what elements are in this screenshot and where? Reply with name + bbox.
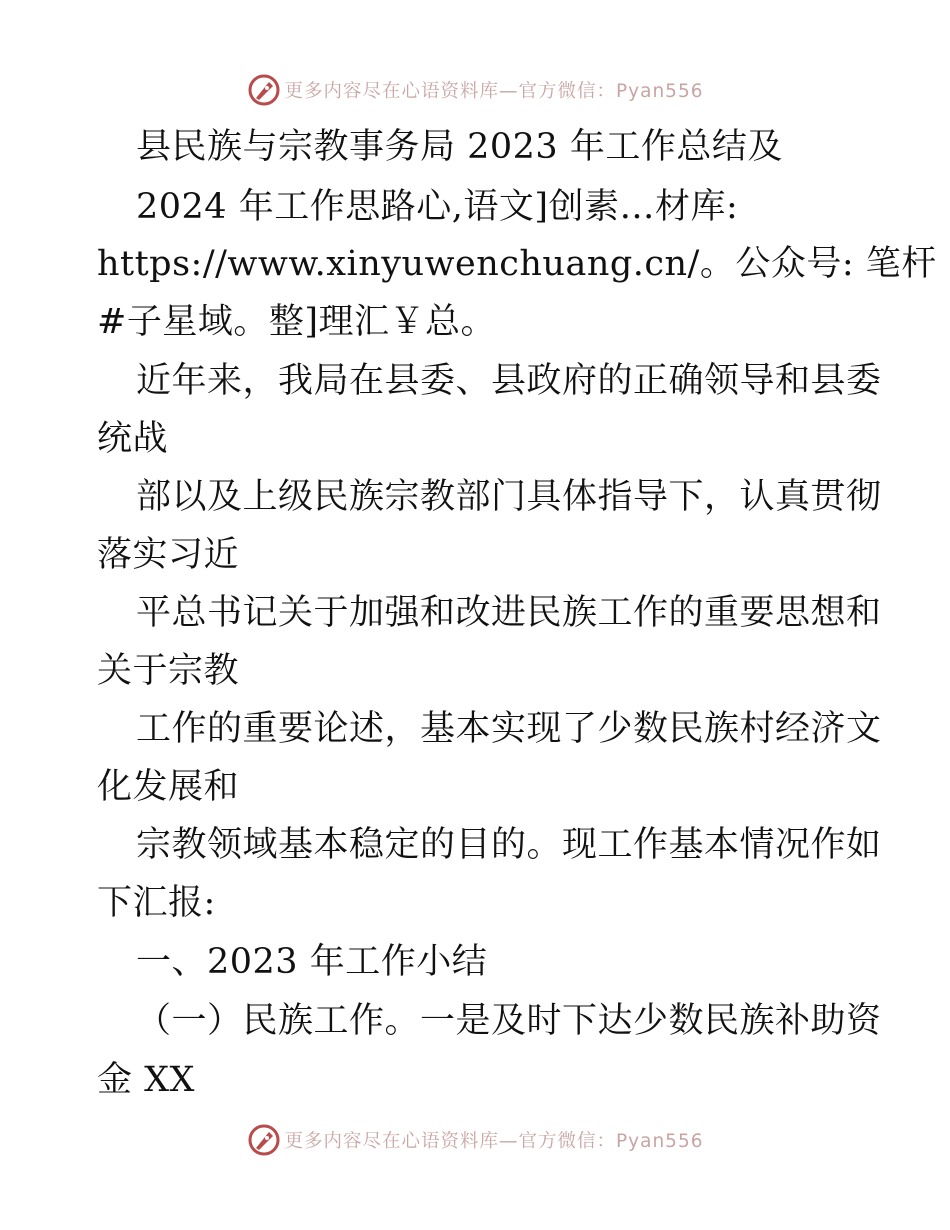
pen-nib-logo-icon <box>247 73 281 107</box>
doc-text-line: 工作的重要论述，基本实现了少数民族村经济文 <box>136 709 882 749</box>
watermark-text: 更多内容尽在心语资料库—官方微信：Pyan556 <box>284 1131 704 1152</box>
doc-text-line: 宗教领域基本稳定的目的。现工作基本情况作如 <box>136 825 882 865</box>
doc-text-line: 统战 <box>97 419 169 459</box>
watermark-text: 更多内容尽在心语资料库—官方微信：Pyan556 <box>284 81 704 102</box>
watermark-banner-bottom <box>0 1120 950 1160</box>
section-heading: 一、2023 年工作小结 <box>136 942 488 982</box>
doc-text-line: https://www.xinyuwenchuang.cn/。公众号: 笔杆 <box>97 244 937 284</box>
doc-text-line: 关于宗教 <box>97 651 240 691</box>
doc-text-line: 金 XX <box>97 1060 195 1100</box>
doc-text-line: 平总书记关于加强和改进民族工作的重要思想和 <box>136 593 882 633</box>
doc-text-line: 化发展和 <box>97 767 240 807</box>
doc-title-line-1: 县民族与宗教事务局 2023 年工作总结及 <box>136 127 783 167</box>
doc-text-line: #子星域。整]理汇￥总。 <box>97 302 496 342</box>
pen-nib-logo-icon <box>247 1123 281 1157</box>
doc-text-line: 落实习近 <box>97 535 240 575</box>
watermark-banner-top <box>0 70 950 110</box>
doc-text-line: 近年来，我局在县委、县政府的正确领导和县委 <box>136 361 882 401</box>
doc-text-line: 下汇报: <box>97 883 216 923</box>
doc-text-line: （一）民族工作。一是及时下达少数民族补助资 <box>136 1001 882 1041</box>
doc-title-line-2: 2024 年工作思路心,语文]创素…材库: <box>136 187 739 227</box>
doc-text-line: 部以及上级民族宗教部门具体指导下，认真贯彻 <box>136 477 882 517</box>
